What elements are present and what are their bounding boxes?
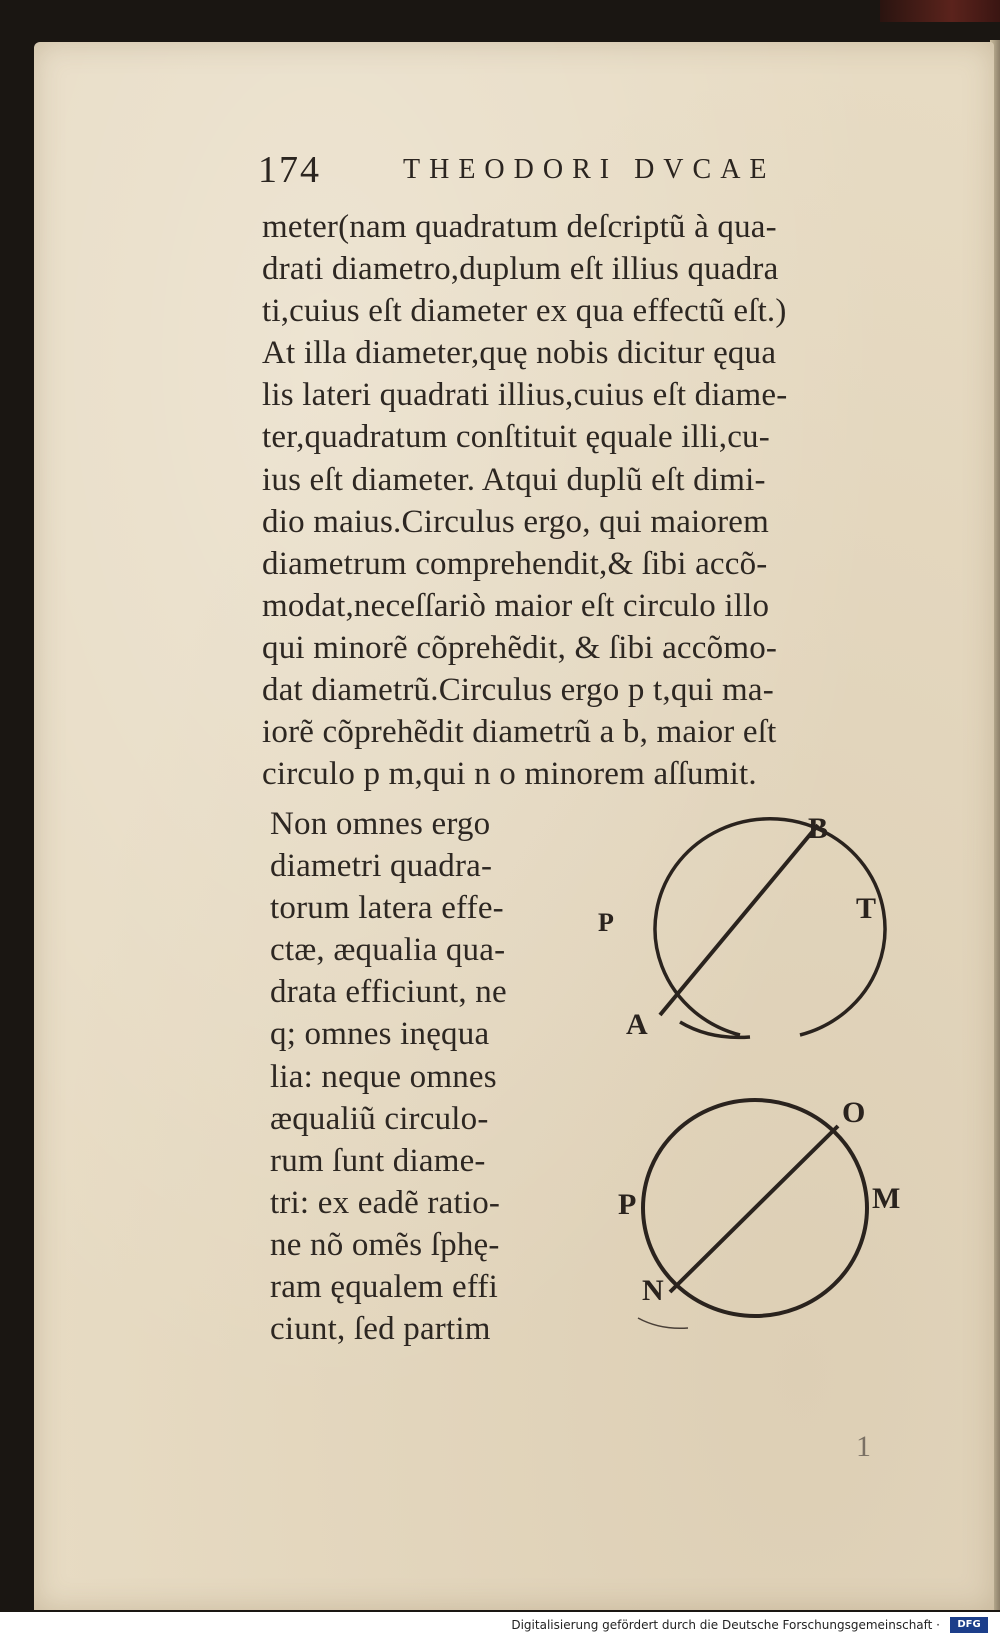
text-line: modat,neceſſariò maior eſt circulo illo: [262, 587, 770, 624]
text-line: dat diametrũ.Circulus ergo p t,qui ma-: [262, 672, 774, 709]
label-t: T: [856, 892, 877, 925]
label-n: N: [642, 1274, 664, 1307]
column-text-block: [270, 803, 590, 1350]
digitization-footer: [0, 1612, 1000, 1640]
main-text-block: [262, 206, 912, 795]
lower-diameter-no: [670, 1126, 838, 1292]
text-line: ti,cuius eſt diameter ex qua effectũ eſt.): [262, 293, 787, 330]
column-line: ciunt, ſed partim: [270, 1311, 491, 1348]
label-o: O: [842, 1096, 866, 1129]
text-line: ter,quadratum conſtituit ęquale illi,cu-: [262, 419, 770, 456]
column-line: æqualiũ circulo-: [270, 1100, 489, 1137]
column-line: ram ęqualem effi: [270, 1269, 498, 1306]
column-line: drata efficiunt, ne: [270, 974, 507, 1011]
column-line: ne nõ omẽs ſphę-: [270, 1226, 500, 1263]
text-line: dio maius.Circulus ergo, qui maiorem: [262, 503, 770, 540]
text-line: At illa diameter,quę nobis dicitur ęqua: [262, 335, 777, 372]
dfg-logo: DFG: [950, 1617, 988, 1633]
column-line: diametri quadra-: [270, 848, 493, 885]
text-line: diametrum comprehendit,& ſibi accõ-: [262, 545, 768, 582]
geometry-figure: [590, 790, 950, 1370]
book-binding-edge: [880, 0, 1000, 22]
text-line: drati diametro,duplum eſt illius quadra: [262, 251, 779, 288]
pencil-mark: 1: [856, 1430, 871, 1463]
label-m: M: [872, 1182, 901, 1215]
upper-circle: [655, 819, 885, 1035]
column-line: q; omnes inęqua: [270, 1016, 490, 1053]
label-a: A: [626, 1008, 648, 1041]
label-p-lower: P: [618, 1188, 637, 1221]
column-line: Non omnes ergo: [270, 806, 491, 842]
text-line: iorẽ cõprehẽdit diametrũ a b, maior eſt: [262, 714, 777, 751]
running-head-title: THEODORI DVCAE: [403, 154, 776, 185]
column-line: torum latera effe-: [270, 890, 504, 927]
column-line: lia: neque omnes: [270, 1058, 497, 1095]
running-head: [258, 148, 858, 200]
text-line: meter(nam quadratum deſcriptũ à qua-: [262, 209, 777, 245]
column-line: ctæ, æqualia qua-: [270, 932, 506, 969]
label-b: B: [808, 812, 829, 845]
column-line: rum ſunt diame-: [270, 1142, 486, 1179]
offset-mark: [638, 1318, 688, 1328]
text-line: qui minorẽ cõprehẽdit, & ſibi accõmo-: [262, 629, 778, 666]
label-p-upper: P: [598, 908, 614, 937]
funding-credit: Digitalisierung gefördert durch die Deutsche Forschungsgemeinschaft ·: [511, 1618, 940, 1632]
column-line: tri: ex eadẽ ratio-: [270, 1184, 501, 1221]
text-line: ius eſt diameter. Atqui duplũ eſt dimi-: [262, 461, 766, 498]
text-line: circulo p m,qui n o minorem aſſumit.: [262, 756, 757, 793]
page-number: 174: [258, 149, 321, 191]
upper-diameter-ab: [660, 825, 818, 1015]
text-line: lis lateri quadrati illius,cuius eſt diame-: [262, 377, 788, 414]
